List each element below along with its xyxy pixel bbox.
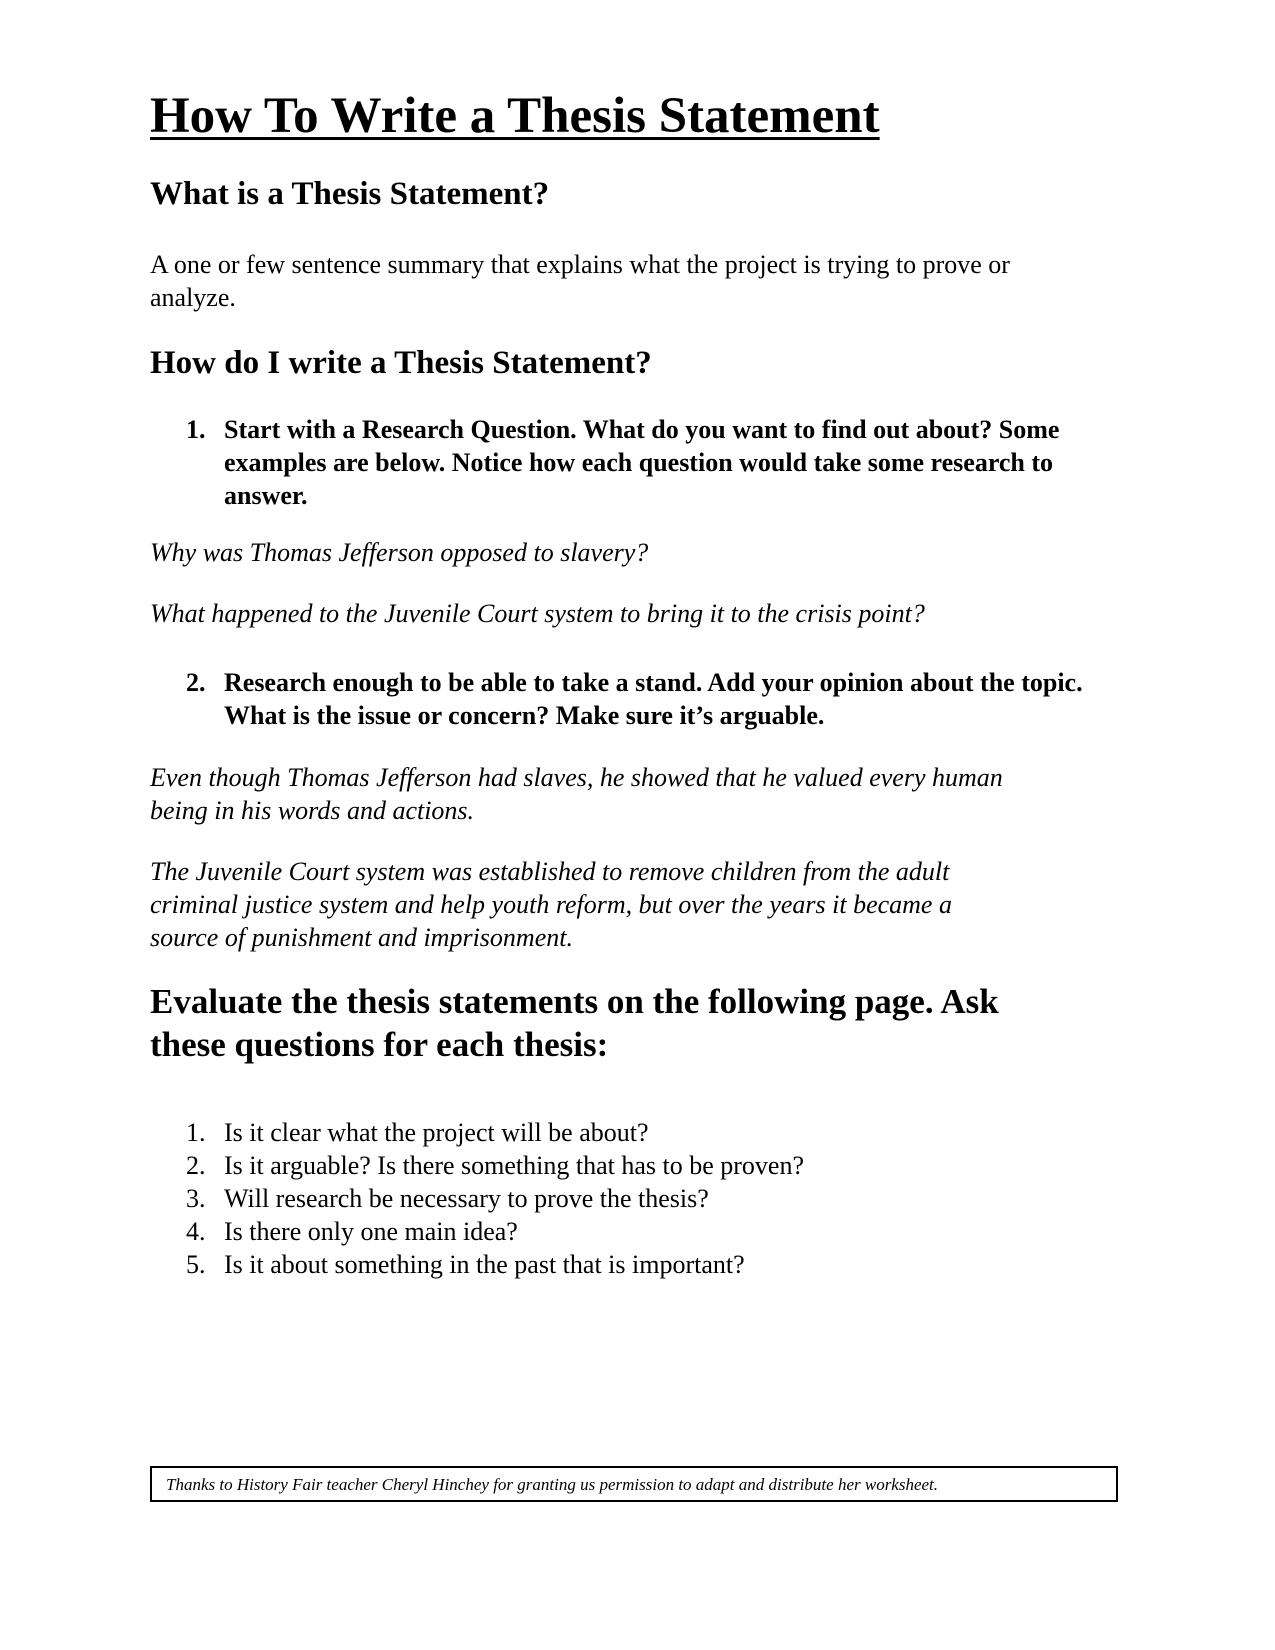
- definition-line-2: analyze.: [150, 283, 236, 312]
- list-item-text: Is there only one main idea?: [224, 1217, 518, 1246]
- example-question-1: Why was Thomas Jefferson opposed to slavery?: [150, 538, 649, 567]
- list-item-number: 1.: [186, 1118, 206, 1147]
- step-2-text: Research enough to be able to take a stand. Add your opinion about the topic. What is the issue or concern? Make sure it’s arguable.: [224, 668, 1083, 730]
- example-question-2: What happened to the Juvenile Court system to bring it to the crisis point?: [150, 599, 925, 628]
- list-item-number: 2.: [186, 1151, 206, 1180]
- list-item: [186, 1182, 804, 1215]
- list-item-text: Is it clear what the project will be about?: [224, 1118, 649, 1147]
- list-item-number: 4.: [186, 1217, 206, 1246]
- step-2: [186, 666, 1126, 732]
- list-item: [186, 1149, 804, 1182]
- list-item: [186, 1116, 804, 1149]
- evaluation-questions-list: [186, 1116, 804, 1281]
- step-1: [186, 413, 1126, 512]
- step-1-text: Start with a Research Question. What do you want to find out about? Some examples are below. Notice how each question would take some research to answer.: [224, 415, 1060, 510]
- list-item-text: Is it about something in the past that is important?: [224, 1250, 745, 1279]
- list-item: [186, 1248, 804, 1281]
- example-thesis-1-line-1: Even though Thomas Jefferson had slaves, he showed that he valued every human: [150, 763, 1003, 792]
- definition-line-1: A one or few sentence summary that explains what the project is trying to prove or: [150, 250, 1010, 279]
- list-item-text: Is it arguable? Is there something that has to be proven?: [224, 1151, 805, 1180]
- heading-evaluate-line-1: Evaluate the thesis statements on the following page. Ask: [150, 982, 999, 1021]
- heading-evaluate-line-2: these questions for each thesis:: [150, 1025, 609, 1064]
- list-item-text: Will research be necessary to prove the thesis?: [224, 1184, 709, 1213]
- step-1-number: 1.: [186, 415, 206, 444]
- list-item: [186, 1215, 804, 1248]
- example-thesis-2-line-1: The Juvenile Court system was established to remove children from the adult: [150, 857, 950, 886]
- example-thesis-1-line-2: being in his words and actions.: [150, 796, 475, 825]
- heading-evaluate: [150, 980, 1150, 1066]
- page-title: How To Write a Thesis Statement: [150, 88, 880, 144]
- footer-credit-text: Thanks to History Fair teacher Cheryl Hinchey for granting us permission to adapt and distribute her worksheet.: [166, 1475, 939, 1494]
- list-item-number: 3.: [186, 1184, 206, 1213]
- list-item-number: 5.: [186, 1250, 206, 1279]
- step-2-number: 2.: [186, 668, 206, 697]
- footer-credit-box: [150, 1466, 1118, 1502]
- heading-how-to-write: How do I write a Thesis Statement?: [150, 345, 652, 381]
- example-thesis-2-line-2: criminal justice system and help youth reform, but over the years it became a: [150, 890, 952, 919]
- heading-what-is-thesis: What is a Thesis Statement?: [150, 176, 550, 212]
- example-thesis-2-line-3: source of punishment and imprisonment.: [150, 923, 573, 952]
